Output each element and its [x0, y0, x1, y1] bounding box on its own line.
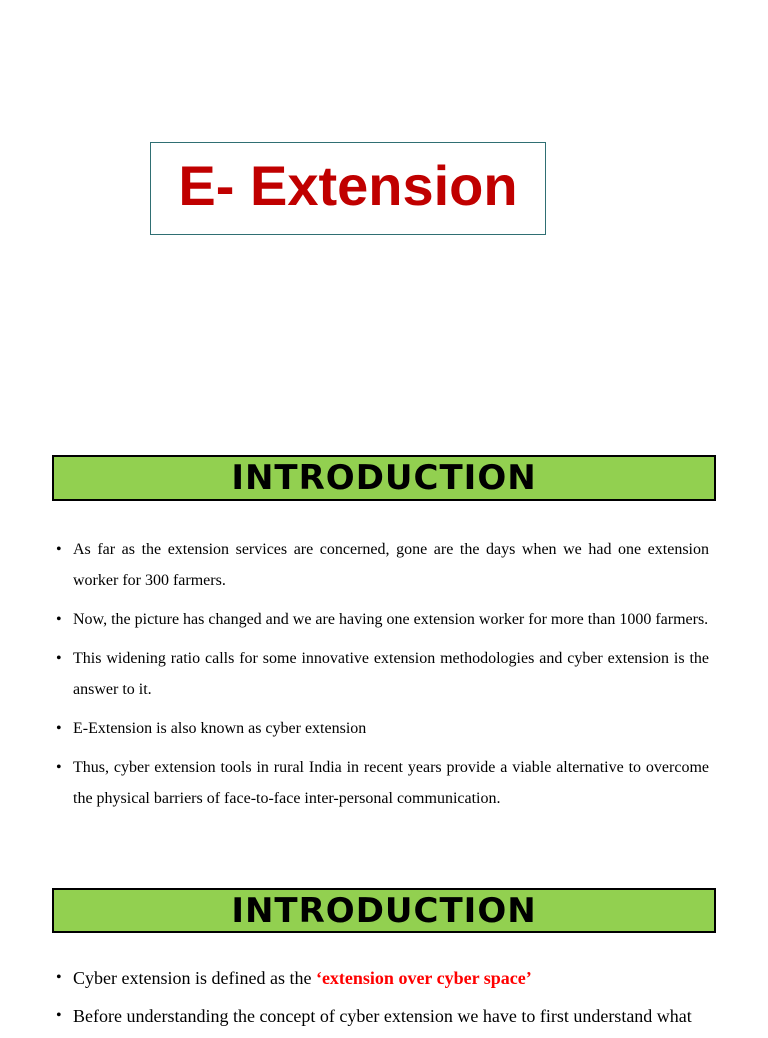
bullet-icon: • [56, 720, 62, 737]
bullet-list [56, 534, 709, 822]
bullet-icon: • [56, 759, 62, 776]
list-item [56, 752, 709, 814]
list-item-text: Now, the picture has changed and we are having one extension worker for more than 1000 farmers. [73, 611, 709, 628]
list-item [56, 1000, 709, 1032]
bullet-list-2 [56, 962, 709, 1038]
bullet-icon: • [56, 969, 62, 986]
highlighted-phrase: ‘extension over cyber space’ [315, 968, 532, 988]
section-heading-text: INTRODUCTION [231, 890, 537, 931]
list-item-text: E-Extension is also known as cyber extension [73, 720, 367, 737]
list-item-text: Thus, cyber extension tools in rural India in recent years provide a viable alternative to overcome the physical barriers of face-to-face inter-personal communication. [73, 759, 709, 807]
section-heading-text: INTRODUCTION [231, 458, 537, 498]
bullet-icon: • [56, 650, 62, 667]
list-item [56, 604, 709, 635]
list-item-text: As far as the extension services are concerned, gone are the days when we had one extension worker for 300 farmers. [73, 541, 709, 589]
list-item [56, 534, 709, 596]
list-item-text: Before understanding the concept of cyber extension we have to first understand what [73, 1006, 692, 1026]
list-item [56, 962, 709, 994]
list-item [56, 713, 709, 744]
bullet-icon: • [56, 1007, 62, 1024]
bullet-icon: • [56, 611, 62, 628]
section-heading-introduction [52, 455, 716, 501]
title-box [150, 142, 546, 235]
page-title: E- Extension [178, 153, 518, 217]
list-item [56, 643, 709, 705]
bullet-icon: • [56, 541, 62, 558]
section-heading-introduction-2 [52, 888, 716, 933]
list-item-text: This widening ratio calls for some innovative extension methodologies and cyber extension is the answer to it. [73, 650, 709, 698]
list-item-text: Cyber extension is defined as the [73, 968, 316, 988]
